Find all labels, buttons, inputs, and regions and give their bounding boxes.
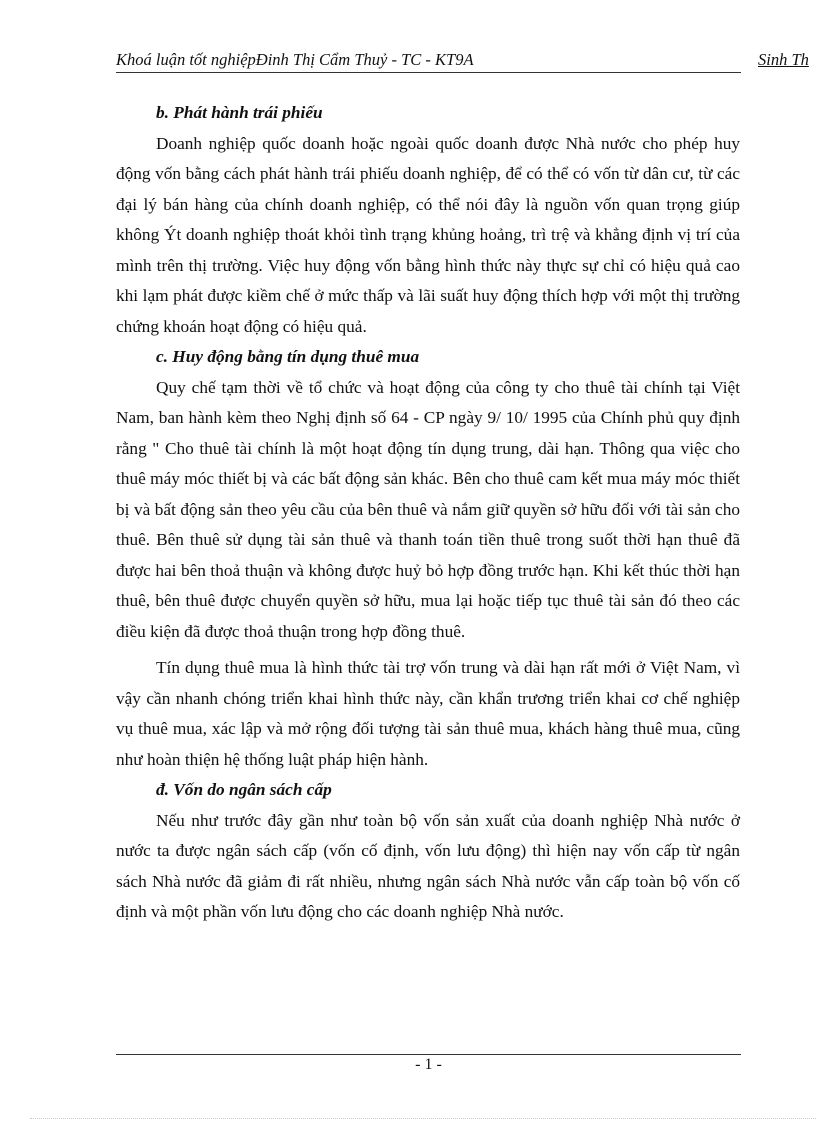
page-number: - 1 - [415,1056,442,1073]
section-heading-c: c. Huy động bằng tín dụng thuê mua [156,347,420,366]
paragraph: Doanh nghiệp quốc doanh hoặc ngoài quốc doanh được Nhà nước cho phép huy động vốn bằng cách phát hành trái phiếu doanh nghiệp, để có thể có vốn từ dân cư, từ các đại lý bán hàng của chính doanh nghiệp, có thể nói đây là nguồn vốn quan trọng giúp không Ýt doanh nghiệp thoát khỏi tình trạng khủng hoảng, trì trệ và khẳng định vị trí của mình trên thị trường. Việc huy động vốn bằng hình thức này thực sự chỉ có hiệu quả cao khi lạm phát được kiềm chế ở mức thấp và lãi suất huy động thích hợp với một thị trường chứng khoán hoạt động có hiệu quả. [116,133,740,336]
header-title: Khoá luận tốt nghiệpĐinh Thị Cẩm Thuỷ - TC - KT9A [116,50,474,69]
section-heading-b: b. Phát hành trái phiếu [156,103,323,122]
document-body [116,98,740,928]
page-bottom-border [30,1118,816,1119]
paragraph: Nếu như trước đây gần như toàn bộ vốn sản xuất của doanh nghiệp Nhà nước ở nước ta được ngân sách cấp (vốn cố định, vốn lưu động) thì hiện nay vốn cấp từ ngân sách Nhà nước đã giảm đi rất nhiều, nhưng ngân sách Nhà nước vẫn cấp toàn bộ vốn cố định và một phần vốn lưu động cho các doanh nghiệp Nhà nước. [116,810,740,921]
header-right-text: Sinh Th [758,50,809,69]
page-header [116,48,741,73]
paragraph: Tín dụng thuê mua là hình thức tài trợ vốn trung và dài hạn rất mới ở Việt Nam, vì vậy cần nhanh chóng triển khai hình thức này, cần khẩn trương triển khai cơ chế nghiệp vụ thuê mua, xác lập và mở rộng đối tượng tài sản thuê mua, khách hàng thuê mua, cũng như hoàn thiện hệ thống luật pháp hiện hành. [116,658,740,769]
section-heading-d: đ. Vốn do ngân sách cấp [156,780,332,799]
footer-divider [116,1054,741,1055]
paragraph: Quy chế tạm thời về tổ chức và hoạt động của công ty cho thuê tài chính tại Việt Nam, ban hành kèm theo Nghị định số 64 - CP ngày 9/ 10/ 1995 của Chính phủ quy định rằng " Cho thuê tài chính là một hoạt động tín dụng trung, dài hạn. Thông qua việc cho thuê máy móc thiết bị và các bất động sản khác. Bên cho thuê cam kết mua máy móc thiết bị và bất động sản theo yêu cầu của bên thuê và nắm giữ quyền sở hữu đối với tài sản cho thuê. Bên thuê sử dụng tài sản thuê và thanh toán tiền thuê trong suốt thời hạn thuê đã được hai bên thoả thuận và không được huỷ bỏ hợp đồng trước hạn. Khi kết thúc thời hạn thuê, bên thuê được chuyển quyền sở hữu, mua lại hoặc tiếp tục thuê tài sản đó theo các điều kiện đã được thoả thuận trong hợp đồng thuê. [116,377,740,641]
